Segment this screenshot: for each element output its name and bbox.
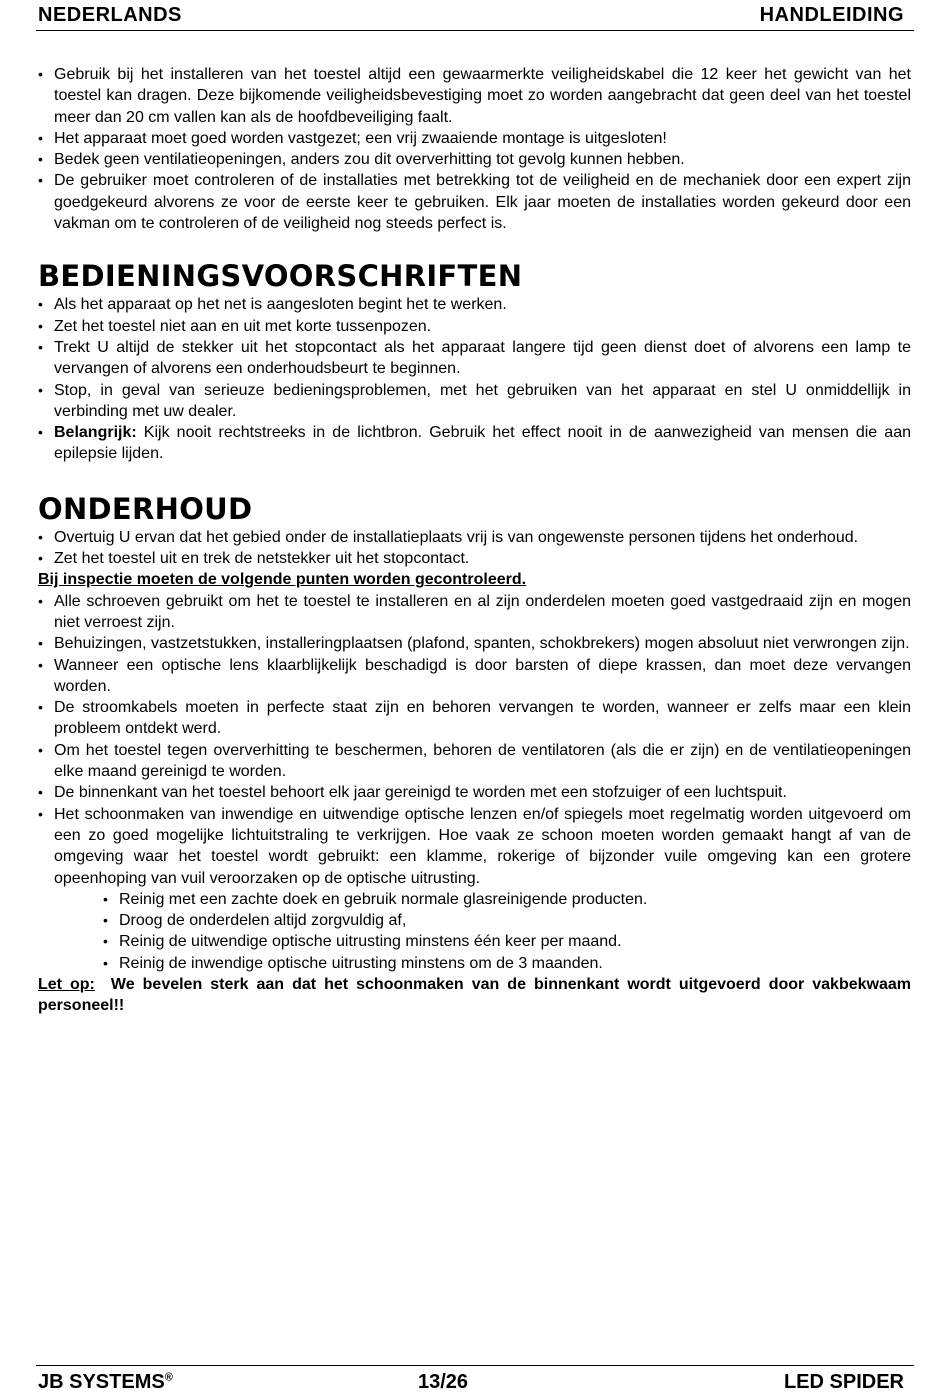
list-item: • Het apparaat moet goed worden vastgezet; een vrij zwaaiende montage is uitgesloten! [38,128,911,149]
header-manual-label: HANDLEIDING [759,4,904,26]
list-item: • Zet het toestel uit en trek de netstekker uit het stopcontact. [38,548,911,569]
list-item: • De stroomkabels moeten in perfecte staat zijn en behoren vervangen te worden, wanneer er zelfs maar een klein probleem ontdekt werd. [38,697,911,740]
registered-mark: ® [164,1371,173,1384]
list-item: • Het schoonmaken van inwendige en uitwendige optische lenzen en/of spiegels moet regelmatig worden uitgevoerd om een zo goed mogelijke lichtuitstraling te verkrijgen. Hoe vaak ze schoon moeten worden gemaakt hangt af van de omgeving waar het toestel wordt gebruikt: een klamme, rokerige of bijzonder vuile omgeving kan een grotere opeenhoping van vuil veroorzaken op de optische uitrusting. [38,804,911,889]
list-item: • Behuizingen, vastzetstukken, installeringplaatsen (plafond, spanten, schokbrekers) mogen absoluut niet verwrongen zijn. [38,633,911,654]
cleaning-sublist [38,889,911,974]
sublist-item: • Reinig de inwendige optische uitrusting minstens om de 3 maanden. [103,953,911,974]
list-item: • Trekt U altijd de stekker uit het stopcontact als het apparaat langere tijd geen dienst doet of alvorens een lamp te vervangen of alvorens een onderhoudsbeurt te beginnen. [38,337,911,380]
operation-list [38,294,911,464]
list-item: • Als het apparaat op het net is aangesloten begint het te werken. [38,294,911,315]
sublist-item: • Droog de onderdelen altijd zorgvuldig af, [103,910,911,931]
inspection-list [38,591,911,889]
important-label: Belangrijk: [54,424,137,442]
list-item: • De binnenkant van het toestel behoort elk jaar gereinigd te worden met een stofzuiger of een luchtspuit. [38,782,911,803]
list-item: • Zet het toestel niet aan en uit met korte tussenpozen. [38,316,911,337]
section-title-maintenance: ONDERHOUD [38,491,253,526]
note-text: We bevelen sterk aan dat het schoonmaken van de binnenkant wordt uitgevoerd door vakbekwaam personeel!! [38,975,916,1015]
list-item: • Gebruik bij het installeren van het toestel altijd een gewaarmerkte veiligheidskabel die 12 keer het gewicht van het toestel kan dragen. Deze bijkomende veiligheidsbevestiging moet zo worden aangebracht dat geen deel van het toestel meer dan 20 cm vallen kan als de hoofdbeveiliging faalt. [38,64,911,128]
inspection-heading: Bij inspectie moeten de volgende punten worden gecontroleerd. [38,571,527,589]
list-item: • De gebruiker moet controleren of de installaties met betrekking tot de veiligheid en de mechaniek door een expert zijn goedgekeurd alvorens ze voor de eerste keer te gebruiken. Elk jaar moeten de installaties worden gekeurd door een vakman om te controleren of de veiligheid nog steeds perfect is. [38,170,911,234]
page-header [36,2,914,31]
list-item: • Alle schroeven gebruikt om het te toestel te installeren en al zijn onderdelen moeten goed vastgedraaid zijn en mogen niet verroest zijn. [38,591,911,634]
cleaning-note [38,974,916,1017]
important-text: Kijk nooit rechtstreeks in de lichtbron. Gebruik het effect nooit in de aanwezigheid van mensen die aan epilepsie lijden. [54,424,911,463]
sublist-item: • Reinig met een zachte doek en gebruik normale glasreinigende producten. [103,889,911,910]
list-item: • Overtuig U ervan dat het gebied onder de installatieplaats vrij is van ongewenste personen tijdens het onderhoud. [38,527,911,548]
list-item: • Om het toestel tegen oververhitting te beschermen, behoren de ventilatoren (als die er zijn) en de ventilatieopeningen elke maand gereinigd te worden. [38,740,911,783]
brand-name: JB SYSTEMS [38,1371,165,1393]
page-number: 13/26 [418,1371,469,1393]
list-item-important [38,422,911,465]
note-label: Let op: [38,975,95,993]
list-item: • Bedek geen ventilatieopeningen, anders zou dit oververhitting tot gevolg kunnen hebben. [38,149,911,170]
sublist-item: • Reinig de uitwendige optische uitrusting minstens één keer per maand. [103,931,911,952]
list-item: • Stop, in geval van serieuze bedieningsproblemen, met het gebruiken van het apparaat en stel U onmiddellijk in verbinding met uw dealer. [38,380,911,423]
header-language: NEDERLANDS [38,4,182,26]
page-content [38,64,916,1017]
section-title-operation: BEDIENINGSVOORSCHRIFTEN [38,259,523,294]
footer-product: LED SPIDER [783,1371,904,1393]
maintenance-list [38,527,911,570]
list-item: • Wanneer een optische lens klaarblijkelijk beschadigd is door barsten of diepe krassen, dan moet deze vervangen worden. [38,655,911,698]
page-footer [36,1365,914,1396]
intro-list [38,64,911,234]
footer-brand [38,1371,173,1394]
